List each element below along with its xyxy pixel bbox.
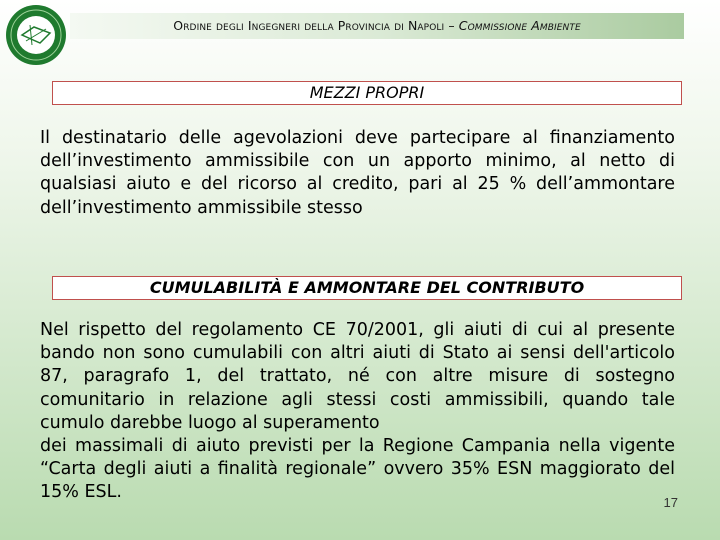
section2-body [40,319,675,505]
header-title-sub: Commissione Ambiente [458,18,581,33]
header-title-main: Ordine degli Ingegneri della Provincia di Napoli [173,18,445,33]
section-title-cumulabilita: CUMULABILITÀ E AMMONTARE DEL CONTRIBUTO [52,276,682,300]
header-band [70,13,684,39]
section1-body: Il destinatario delle agevolazioni deve partecipare al finanziamento dell’investimento ammissibile con un apporto minimo, al netto di qualsiasi aiuto e del ricorso al credito, pari al 25 % dell’ammontare dell’investimento ammissibile stesso [40,128,675,218]
header-title [70,18,684,33]
header-title-separator: – [444,18,459,33]
section-title-mezzi-propri: MEZZI PROPRI [52,81,682,105]
ordine-ingegneri-logo [4,3,68,67]
page-number: 17 [663,495,678,510]
section2-body-line1: Nel rispetto del regolamento CE 70/2001, gli aiuti di cui al presente bando non sono cumulabili con altri aiuti di Stato ai sensi dell'articolo 87, paragrafo 1, del trattato, né con altre misure di sostegno comunitario in relazione agli stessi costi ammissibili, quando tale cumulo darebbe luogo al superamento [40,320,675,433]
section2-body-line2: dei massimali di aiuto previsti per la Regione Campania nella vigente “Carta degli aiuti a finalità regionale” ovvero 35% ESN maggiorato del 15% ESL. [40,436,675,503]
